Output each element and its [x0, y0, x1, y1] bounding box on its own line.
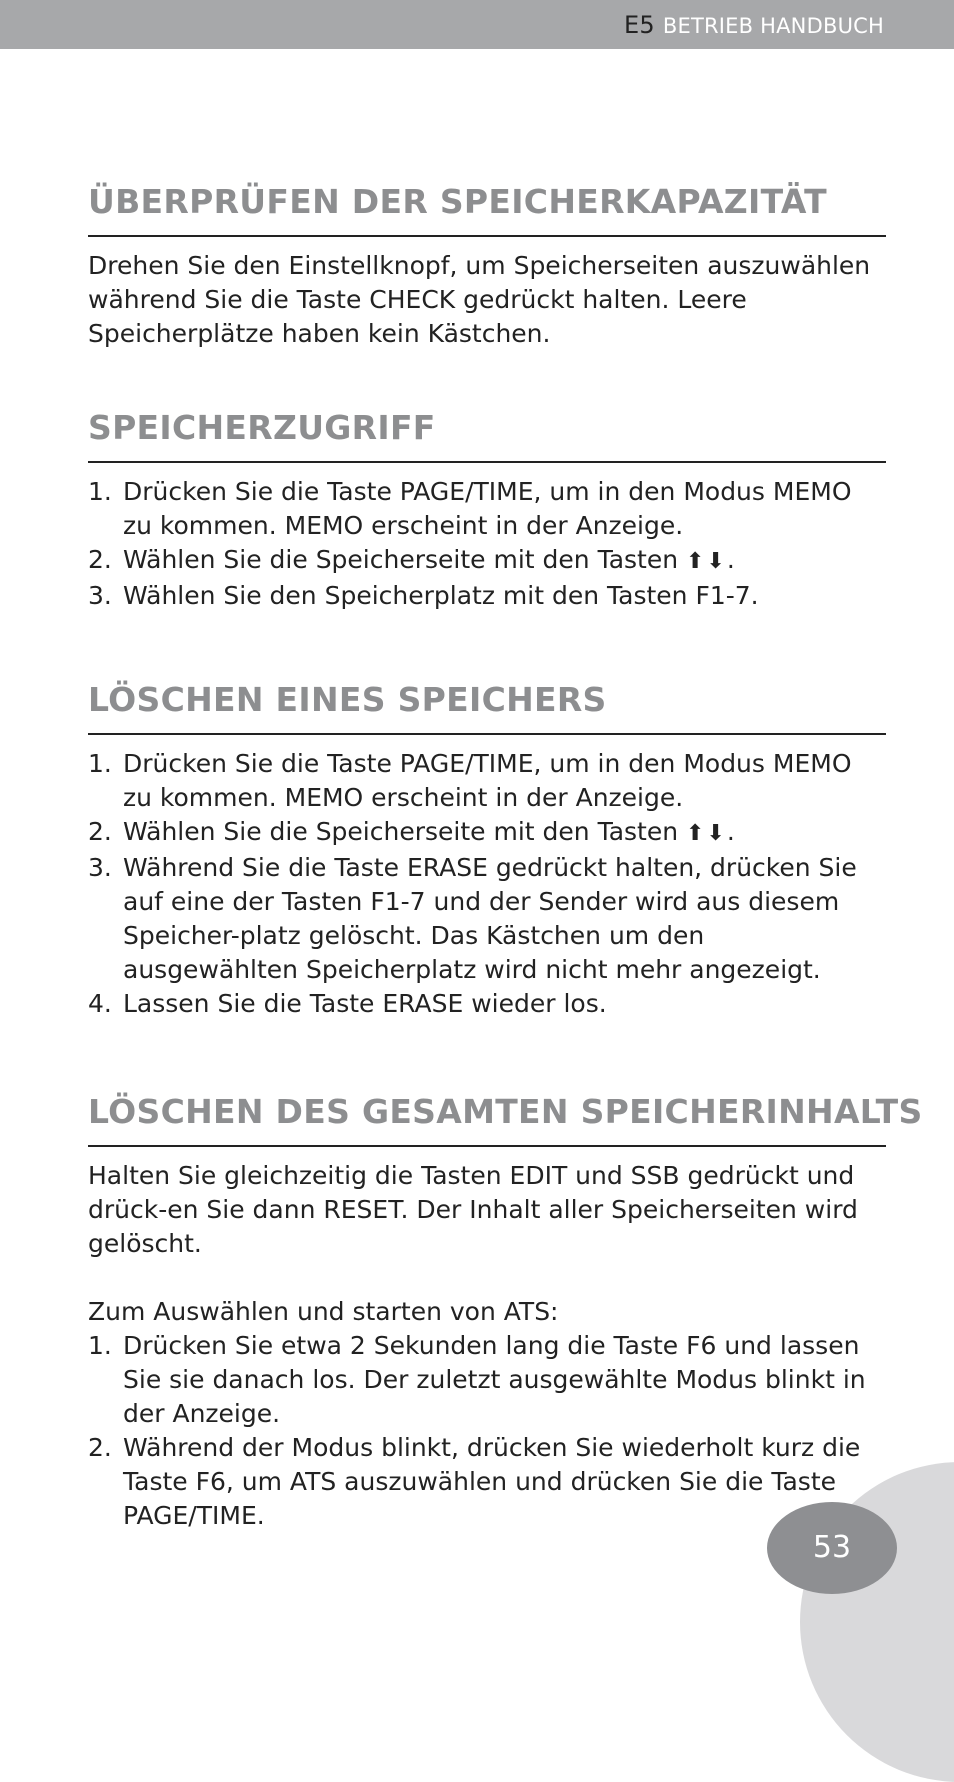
up-down-arrow-icon: ⬆⬇ [686, 549, 727, 574]
section-delete-memory [88, 680, 886, 1021]
step-text: Drücken Sie die Taste PAGE/TIME, um in den Modus MEMO zu kommen. MEMO erscheint in der Anzeige. [123, 477, 852, 540]
step-text: Während Sie die Taste ERASE gedrückt halten, drücken Sie auf eine der Tasten F1-7 und der Sender wird aus diesem Speicher-platz gelöscht. Das Kästchen um den ausgewählten Speicherplatz wird nicht mehr angezeigt. [123, 853, 857, 984]
list-item [88, 815, 886, 851]
step-number: 1. [88, 749, 112, 778]
list-item [88, 475, 886, 543]
ats-intro: Zum Auswählen und starten von ATS: [88, 1297, 559, 1326]
step-text: Drücken Sie etwa 2 Sekunden lang die Taste F6 und lassen Sie sie danach los. Der zuletzt ausgewählte Modus blinkt in der Anzeige. [123, 1331, 866, 1428]
step-text: Wählen Sie die Speicherseite mit den Tasten [123, 817, 679, 846]
section-paragraph: Drehen Sie den Einstellknopf, um Speicherseiten auszuwählen während Sie die Taste CHECK gedrückt halten. Leere Speicherplätze haben kein Kästchen. [88, 251, 871, 348]
section-memory-capacity [88, 182, 886, 351]
section-heading: ÜBERPRÜFEN DER SPEICHERKAPAZITÄT [88, 182, 827, 221]
section-rule [88, 461, 886, 463]
section-heading: LÖSCHEN DES GESAMTEN SPEICHERINHALTS [88, 1092, 923, 1131]
section-paragraph: Halten Sie gleichzeitig die Tasten EDIT und SSB gedrückt und drück-en Sie dann RESET. Der Inhalt aller Speicherseiten wird gelöscht. [88, 1161, 858, 1258]
step-number: 4. [88, 989, 112, 1018]
step-number: 2. [88, 1433, 112, 1462]
list-item [88, 747, 886, 815]
section-rule [88, 1145, 886, 1147]
step-number: 2. [88, 817, 112, 846]
section-rule [88, 733, 886, 735]
step-text: Während der Modus blinkt, drücken Sie wiederholt kurz die Taste F6, um ATS auszuwählen und drücken Sie die Taste PAGE/TIME. [123, 1433, 861, 1530]
header-title [624, 11, 884, 39]
up-down-arrow-icon: ⬆⬇ [686, 821, 727, 846]
section-memory-access [88, 408, 886, 613]
step-number: 1. [88, 477, 112, 506]
step-suffix: . [726, 545, 735, 574]
step-number: 3. [88, 581, 112, 610]
page-number: 53 [812, 1530, 852, 1565]
header-doc-title: BETRIEB HANDBUCH [662, 14, 884, 38]
step-number: 3. [88, 853, 112, 882]
header-bar [0, 0, 954, 49]
section-heading: SPEICHERZUGRIFF [88, 408, 436, 447]
steps-list [88, 475, 886, 613]
step-number: 2. [88, 545, 112, 574]
section-rule [88, 235, 886, 237]
header-model: E5 [624, 11, 655, 39]
step-text: Lassen Sie die Taste ERASE wieder los. [123, 989, 607, 1018]
step-text: Drücken Sie die Taste PAGE/TIME, um in den Modus MEMO zu kommen. MEMO erscheint in der Anzeige. [123, 749, 852, 812]
list-item [88, 1329, 886, 1431]
step-number: 1. [88, 1331, 112, 1360]
list-item [88, 543, 886, 579]
steps-list [88, 747, 886, 1021]
step-text: Wählen Sie die Speicherseite mit den Tasten [123, 545, 679, 574]
step-suffix: . [726, 817, 735, 846]
list-item [88, 987, 886, 1021]
section-heading: LÖSCHEN EINES SPEICHERS [88, 680, 607, 719]
step-text: Wählen Sie den Speicherplatz mit den Tasten F1-7. [123, 581, 759, 610]
list-item [88, 579, 886, 613]
section-delete-all-memory [88, 1092, 923, 1533]
list-item [88, 851, 886, 987]
